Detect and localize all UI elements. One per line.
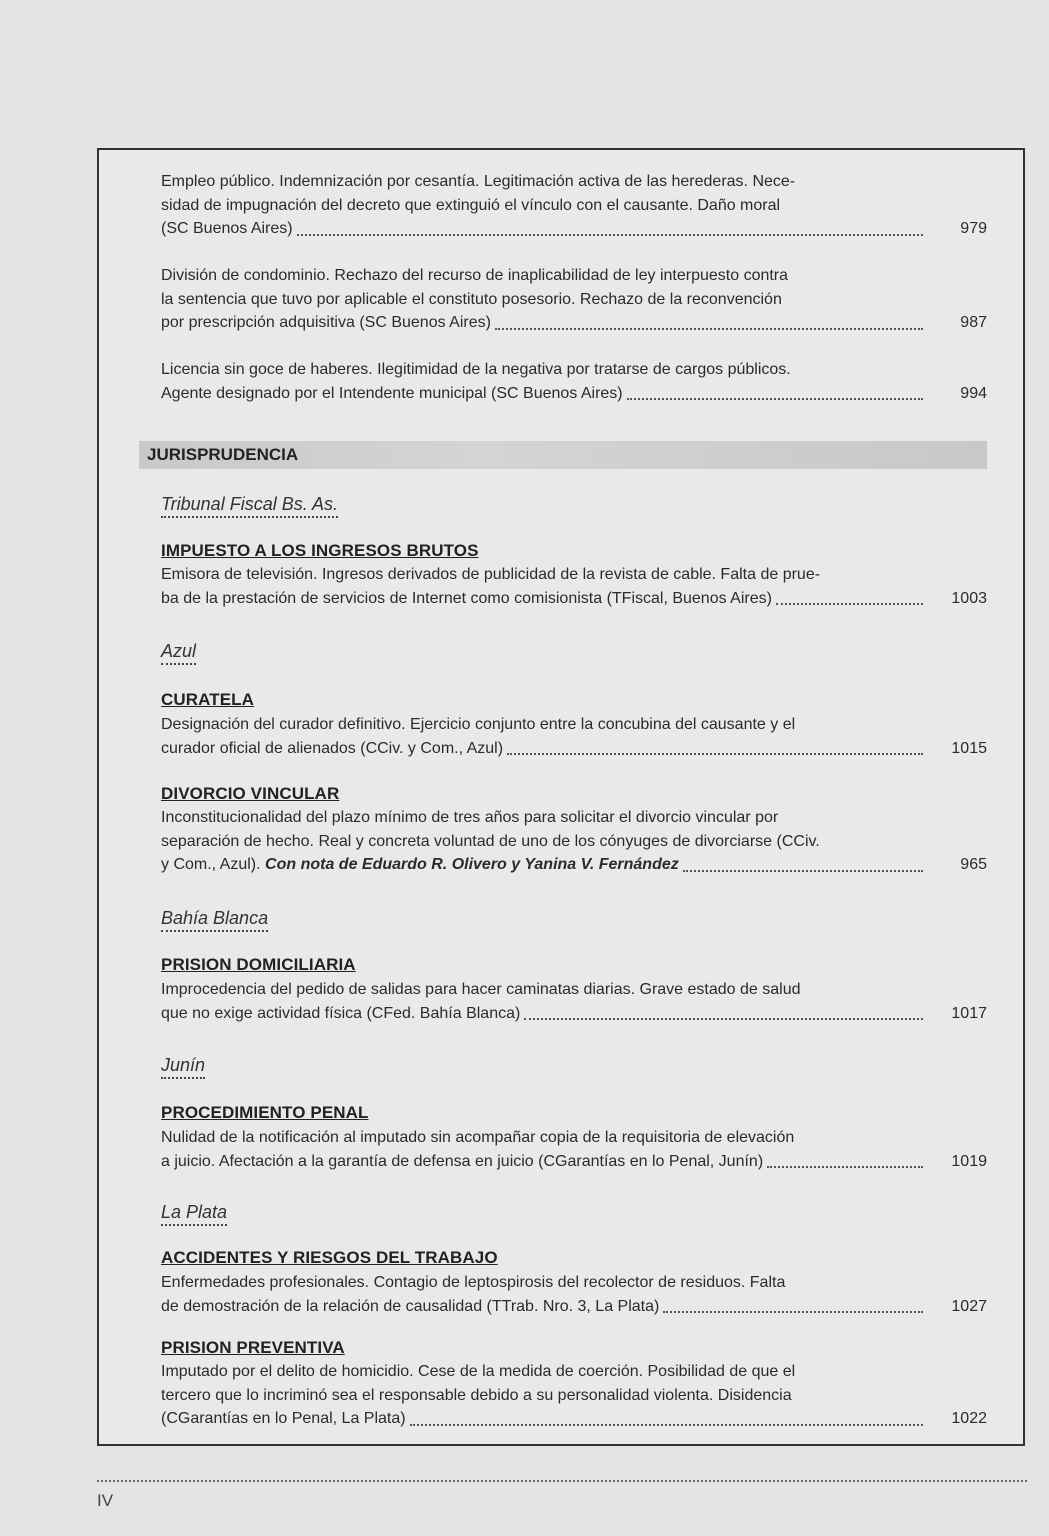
court-heading: La Plata [161,1201,227,1226]
court-heading: Junín [161,1054,205,1079]
toc-entry-division-condominio [161,264,987,335]
page-number: 987 [960,314,987,331]
toc-entry-iibb [161,563,987,610]
page-number: 1022 [951,1410,987,1427]
page-number: 1015 [951,739,987,757]
dot-leader [495,328,923,330]
toc-entry-licencia [161,358,987,405]
entry-text-line [161,853,679,877]
entry-text-line: Empleo público. Indemnización por cesantía. Legitimación activa de las herederas. Nece- [161,173,796,190]
entry-text-line: por prescripción adquisitiva (SC Buenos Aires) [161,314,491,331]
page-number: 1017 [951,1004,987,1022]
dot-leader [410,1424,923,1426]
entry-text-line: Nulidad de la notificación al imputado sin acompañar copia de la requisitoria de elevación [161,1129,795,1146]
toc-entry-prision-domiciliaria [161,978,987,1025]
entry-text-line: tercero que lo incriminó sea el responsable debido a su personalidad violenta. Disidencia [161,1386,792,1404]
dot-leader [663,1311,923,1313]
page-number: 979 [960,220,987,237]
entry-text-line: Licencia sin goce de haberes. Ilegitimidad de la negativa por tratarse de cargos públicos. [161,361,791,378]
entry-text-line: División de condominio. Rechazo del recurso de inaplicabilidad de ley interpuesto contra [161,267,789,284]
entry-text-line: Imputado por el delito de homicidio. Cese de la medida de coerción. Posibilidad de que el [161,1363,796,1380]
toc-entry-prision-preventiva [161,1360,987,1431]
topic-heading: IMPUESTO A LOS INGRESOS BRUTOS [161,541,479,560]
topic-heading: ACCIDENTES Y RIESGOS DEL TRABAJO [161,1248,498,1267]
entry-text-line: sidad de impugnación del decreto que extinguió el vínculo con el causante. Daño moral [161,196,781,214]
toc-entry-curatela [161,713,987,760]
topic-heading: PRISION PREVENTIVA [161,1338,345,1357]
topic-heading: DIVORCIO VINCULAR [161,784,340,803]
entry-text-line: a juicio. Afectación a la garantía de defensa en juicio (CGarantías en lo Penal, Junín) [161,1152,764,1170]
page-number: 1027 [951,1297,987,1315]
page-number: 1003 [951,589,987,607]
entry-text-line: ba de la prestación de servicios de Internet como comisionista (TFiscal, Buenos Aires) [161,589,772,607]
entry-text-plain: y Com., Azul). [161,856,261,873]
dot-leader [776,603,923,605]
entry-text-line: Designación del curador definitivo. Ejercicio conjunto entre la concubina del causante y el [161,716,796,733]
topic-heading: PROCEDIMIENTO PENAL [161,1103,369,1122]
entry-text-line: Agente designado por el Intendente municipal (SC Buenos Aires) [161,384,623,402]
court-heading: Bahía Blanca [161,907,268,932]
topic-heading: CURATELA [161,690,255,709]
entry-note: Con nota de Eduardo R. Olivero y Yanina V. Fernández [265,856,679,873]
entry-text-line: que no exige actividad física (CFed. Bahía Blanca) [161,1004,521,1022]
toc-entry-accidentes [161,1271,987,1318]
toc-entry-empleo-publico [161,170,987,241]
section-heading-jurisprudencia: JURISPRUDENCIA [139,441,987,469]
entry-text-line: Emisora de televisión. Ingresos derivados de publicidad de la revista de cable. Falta de prue- [161,566,821,583]
entry-text-line: la sentencia que tuvo por aplicable el constituto posesorio. Rechazo de la reconvención [161,290,782,308]
entry-text-line: separación de hecho. Real y concreta voluntad de uno de los cónyuges de divorciarse (CCiv. [161,832,820,850]
dot-leader [627,398,923,400]
toc-entry-procedimiento-penal [161,1126,987,1173]
entry-text-line: (CGarantías en lo Penal, La Plata) [161,1410,406,1427]
contents-frame [97,148,1025,1446]
entry-text-line: (SC Buenos Aires) [161,220,293,237]
entry-text-line: Improcedencia del pedido de salidas para hacer caminatas diarias. Grave estado de salud [161,981,801,998]
entry-text-line: Inconstitucionalidad del plazo mínimo de tres años para solicitar el divorcio vincular por [161,809,779,826]
entry-text-line: de demostración de la relación de causalidad (TTrab. Nro. 3, La Plata) [161,1297,660,1315]
footer-dotted-rule [97,1480,1027,1482]
dot-leader [524,1018,923,1020]
dot-leader [507,753,923,755]
court-heading: Tribunal Fiscal Bs. As. [161,493,338,518]
page-number: 994 [960,384,987,402]
court-heading: Azul [161,640,196,665]
page-number: 1019 [951,1152,987,1170]
toc-entry-divorcio [161,806,987,877]
entry-text-line: curador oficial de alienados (CCiv. y Com., Azul) [161,739,504,757]
dot-leader [297,234,923,236]
page-folio: IV [97,1491,114,1510]
dot-leader [767,1166,923,1168]
page-number: 965 [960,856,987,873]
dot-leader [683,870,923,872]
topic-heading: PRISION DOMICILIARIA [161,955,356,974]
entry-text-line: Enfermedades profesionales. Contagio de leptospirosis del recolector de residuos. Falta [161,1274,786,1291]
